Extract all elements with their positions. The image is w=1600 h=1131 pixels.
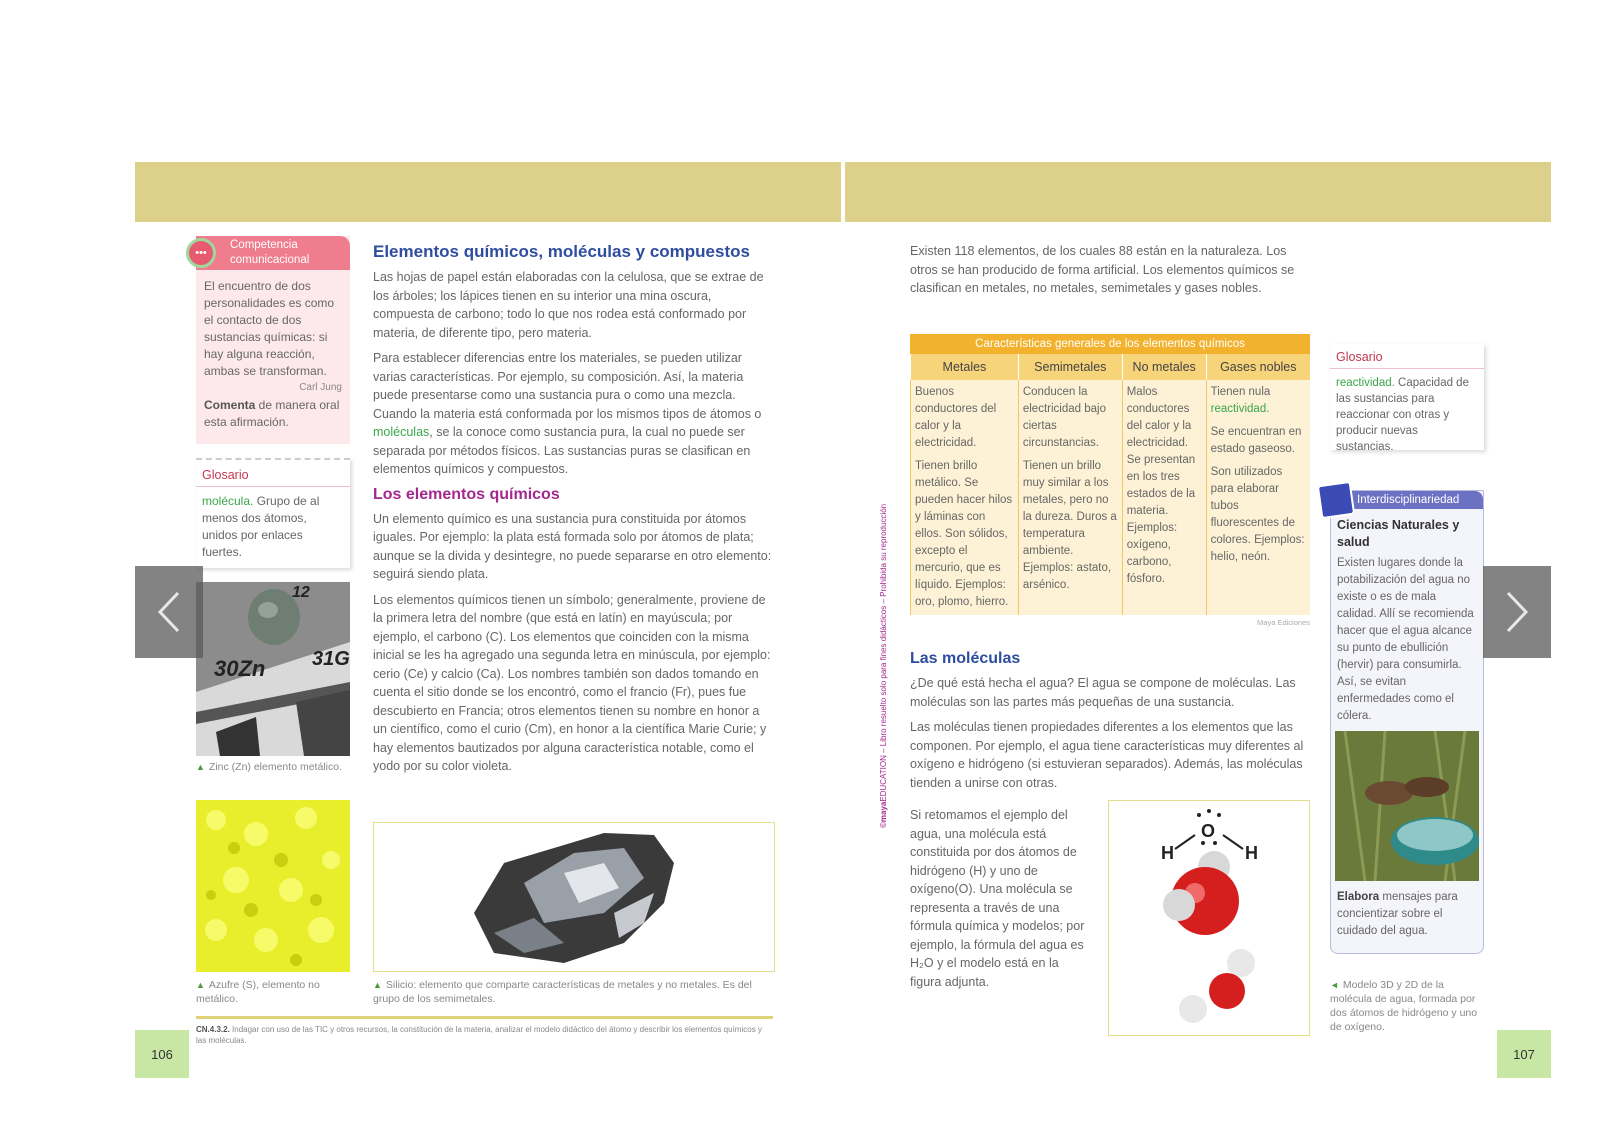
- left-footer-rule: [196, 1016, 773, 1019]
- td-gases: Tienen nula reactividad. Se encuentran en estado gaseoso. Son utilizados para elaborar tubos fluorescentes de colores. Ejemplos: helio, neón.: [1206, 380, 1310, 615]
- elements-table: [910, 354, 1310, 615]
- boiling-water-photo: [1335, 731, 1479, 881]
- reactividad-link[interactable]: reactividad.: [1210, 403, 1270, 415]
- right-header-band: [845, 162, 1551, 222]
- th-nometales: No metales: [1122, 354, 1206, 380]
- silicon-caption: ▲ Silicio: elemento que comparte características de metales y no metales. Es del grupo de los semimetales.: [373, 979, 752, 1005]
- zinc-photo: [196, 582, 350, 756]
- moleculas-section: [910, 650, 1310, 799]
- page-number-left: 106: [135, 1030, 189, 1078]
- interdisciplinariedad-text: Existen lugares donde la potabilización del agua no existe o es de mala calidad. Allí se recomienda hacer que el agua alcance su punto de ebullición (hervir) para consumirla. Así, se evitan enfermedades como el cólera.: [1337, 557, 1474, 722]
- water-molecule-box: [1108, 800, 1310, 1036]
- subtitle-elementos: Los elementos químicos: [373, 485, 560, 503]
- glosario-box-right: [1330, 344, 1484, 453]
- water-h-right: H: [1245, 843, 1258, 863]
- table-title: Características generales de los elementos químicos: [910, 334, 1310, 354]
- zinc-label-12: 12: [292, 584, 310, 601]
- th-metales: Metales: [911, 354, 1019, 380]
- left-footer-text: CN.4.3.2. Indagar con uso de las TIC y otros recursos, la constitución de la materia, analizar el modelo didáctico del átomo y describir los elementos químicos y las moléculas.: [196, 1025, 762, 1045]
- zinc-caption: ▲ Zinc (Zn) elemento metálico.: [196, 761, 342, 773]
- td-metales: Buenos conductores del calor y la electricidad. Tienen brillo metálico. Se pueden hacer hilos y láminas con ellos. Son sólidos, excepto el mercurio, que es líquido. Ejemplos: oro, plomo, hierro.: [911, 380, 1019, 615]
- table-source: Maya Ediciones: [1257, 618, 1310, 627]
- competencia-box: [196, 236, 350, 444]
- page-number-right: 107: [1497, 1030, 1551, 1078]
- gutter-credit: ©mayaEDUCATION – Libro resuelto solo para fines didácticos – Prohibida su reproducción: [879, 503, 888, 828]
- glosario-right-title: Glosario: [1330, 344, 1484, 369]
- sulfur-caption: ▲ Azufre (S), elemento no metálico.: [196, 979, 320, 1005]
- moleculas-link[interactable]: moléculas: [373, 425, 430, 439]
- water-o: O: [1201, 821, 1216, 841]
- right-intro: Existen 118 elementos, de los cuales 88 están en la naturaleza. Los otros se han producido de forma artificial. Los elementos químicos se clasifican en metales, no metales, semimetales y gases nobles.: [910, 244, 1295, 295]
- competencia-author: Carl Jung: [299, 382, 342, 393]
- chevron-left-icon: [154, 589, 184, 635]
- silicon-rock: [374, 823, 774, 971]
- glosario-right-definition: reactividad. Capacidad de las sustancias para reaccionar con otras y producir nuevas sustancias.: [1336, 377, 1469, 453]
- glosario-box-left: [196, 458, 350, 568]
- water-caption: ◄ Modelo 3D y 2D de la molécula de agua, formada por dos átomos de hidrógeno y uno de oxígeno.: [1330, 979, 1478, 1033]
- competencia-header: [196, 236, 350, 270]
- sulfur-photo: [196, 800, 350, 972]
- moleculas-p3: Si retomamos el ejemplo del agua, una molécula está constituida por dos átomos de hidrógeno (H) y uno de oxígeno(O). Una molécula se representa a través de una fórmula química y modelos; por ejemplo, la fórmula del agua es H₂O y el modelo está en la figura adjunta.: [910, 808, 1085, 989]
- competencia-icon: •••: [186, 238, 216, 268]
- glosario-definition: molécula. Grupo de al menos dos átomos, unidos por enlaces fuertes.: [202, 494, 320, 559]
- zinc-label-g: 31G: [312, 648, 350, 670]
- prev-page-button[interactable]: [135, 566, 203, 658]
- interdisciplinariedad-tag: Interdisciplinariedad: [1331, 491, 1483, 509]
- main-title: Elementos químicos, moléculas y compuestos: [373, 242, 750, 261]
- paragraph-3: Un elemento químico es una sustancia pura constituida por átomos iguales. Por ejemplo: la plata está formada solo por átomos de plata; aunque se la divida y desintegre, no puede separarse en otro elemento: seguirá siendo plata.: [373, 511, 772, 581]
- td-nometales: Malos conductores del calor y la electricidad. Se presentan en los tres estados de la materia. Ejemplos: oxígeno, carbono, fósforo.: [1122, 380, 1206, 615]
- interdisciplinariedad-action: Elabora mensajes para concientizar sobre el cuidado del agua.: [1337, 891, 1458, 937]
- zinc-label-zn: 30Zn: [214, 656, 266, 681]
- competencia-instruction: Comenta de manera oral esta afirmación.: [204, 398, 340, 429]
- silicon-image-box: [373, 822, 775, 972]
- interdisciplinariedad-icon: [1317, 481, 1355, 519]
- paragraph-1: Las hojas de papel están elaboradas con la celulosa, que se extrae de los árboles; los lápices tienen en su interior una mina oscura, compuesta de carbono; todo lo que nos rodea está conformado por materia, de diferente tipo, pero materia.: [373, 270, 764, 340]
- moleculas-p1: ¿De qué está hecha el agua? El agua se compone de moléculas. Las moléculas son las partes más pequeñas de una sustancia.: [910, 676, 1296, 709]
- interdisciplinariedad-subject: Ciencias Naturales y salud: [1337, 518, 1460, 549]
- water-h-left: H: [1161, 843, 1174, 863]
- chevron-right-icon: [1502, 589, 1532, 635]
- th-semimetales: Semimetales: [1018, 354, 1122, 380]
- competencia-quote: El encuentro de dos personalidades es como el contacto de dos sustancias químicas: si hay alguna reacción, ambas se transforman.: [204, 279, 335, 378]
- left-main-column: [373, 242, 773, 783]
- interdisciplinariedad-box: [1330, 490, 1484, 954]
- moleculas-title: Las moléculas: [910, 650, 1021, 667]
- glosario-title: Glosario: [196, 460, 350, 487]
- left-header-band: [135, 162, 841, 222]
- th-gases: Gases nobles: [1206, 354, 1310, 380]
- moleculas-p2: Las moléculas tienen propiedades diferentes a los elementos que las componen. Por ejemplo, el agua tiene características muy diferentes al oxígeno e hidrógeno (si estuvieran separados). Además, las moléculas tienden a unirse con otras.: [910, 720, 1304, 790]
- next-page-button[interactable]: [1483, 566, 1551, 658]
- paragraph-4: Los elementos químicos tienen un símbolo; generalmente, proviene de la primera letra del nombre (que está en latín) en mayúscula; por ejemplo, el carbono (C). Los elementos que coinciden con la misma inicial se les ha agregado una segunda letra en minúscula, por ejemplo: cerio (Ce) y calcio (Ca). Los nombres también son dados tomando en cuenta el sitio donde se los encontró, como el francio (Fr), pues fue descubierto en Francia; otros elementos tienen su nombre en honor a un científico, como el curio (Cm), en honor a la científica Marie Curie; y hay elementos bautizados por alguna característica notable, como el yodo por su color violeta.: [373, 592, 771, 773]
- td-semimetales: Conducen la electricidad bajo ciertas circunstancias. Tienen un brillo muy similar a los metales, pero no la dureza. Duros a temperatura ambiente. Ejemplos: astato, arsénico.: [1018, 380, 1122, 615]
- paragraph-2: Para establecer diferencias entre los materiales, se pueden utilizar varias características. Por ejemplo, su composición. Así, la materia puede presentarse como una sustancia pura o como una mezcla. Cuando la materia está conformada por los mismos tipos de átomos o moléculas, se la conoce como sustancia pura, la cual no puede ser separada por métodos físicos. Las sustancias puras se clasifican en elementos químicos y compuestos.: [373, 351, 762, 476]
- competencia-title: Competencia comunicacional: [230, 239, 310, 266]
- elements-table-box: [910, 334, 1310, 627]
